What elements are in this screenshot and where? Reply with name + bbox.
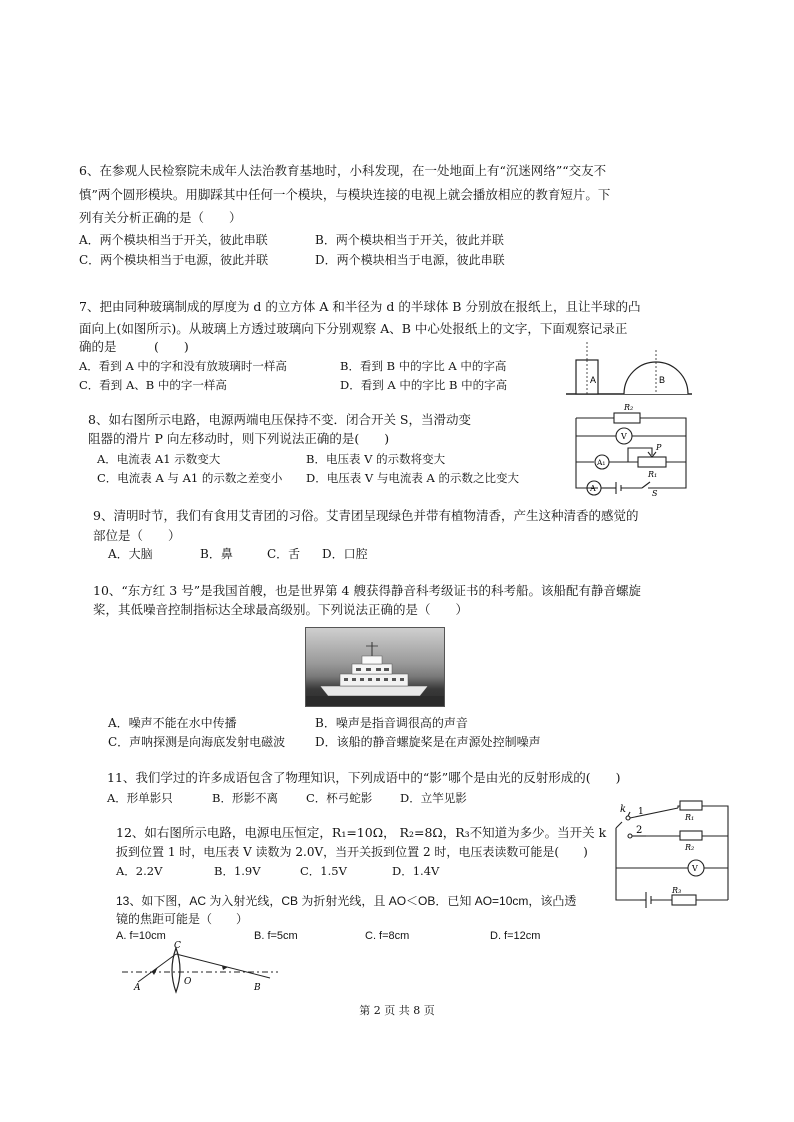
q12-label-r2: R₂ — [685, 843, 695, 852]
q7-option-c: C．看到 A、B 中的字一样高 — [79, 378, 227, 392]
q12-label-k: k — [620, 804, 627, 815]
ship-photo — [305, 627, 445, 707]
q8-stem-line-2: 阻器的滑片 P 向左移动时，则下列说法正确的是( ) — [88, 431, 390, 446]
q12-option-d: D．1.4V — [392, 864, 440, 878]
q11-option-c: C．杯弓蛇影 — [306, 791, 373, 805]
q7-option-d: D．看到 A 中的字比 B 中的字高 — [340, 378, 508, 392]
q8-option-a: A．电流表 A1 示数变大 — [97, 452, 221, 466]
q9-stem-line-2: 部位是（ ） — [93, 528, 181, 543]
q10-stem-line-1: 10、“东方红 3 号”是我国首艘，也是世界第 4 艘获得静音科考级证书的科考船。该船配有静音螺旋 — [93, 583, 641, 598]
q13-label-o: O — [184, 977, 192, 987]
q7-stem-line-2: 面向上(如图所示)。从玻璃上方透过玻璃向下分别观察 A、B 中心处报纸上的文字，下面观察记录正 — [79, 321, 628, 336]
q13-option-c: C. f=8cm — [365, 930, 410, 942]
q8-label-p: P — [656, 443, 662, 452]
q12-label-1: 1 — [638, 807, 644, 817]
q9-option-d: D．口腔 — [322, 547, 368, 561]
q13-label-b: B — [254, 983, 261, 993]
page-footer: 第 2 页 共 8 页 — [359, 1004, 435, 1017]
q7-stem-line-3: 确的是 ( ) — [79, 339, 189, 354]
q8-option-b: B．电压表 V 的示数将变大 — [306, 452, 446, 466]
q9-option-b: B．鼻 — [200, 547, 233, 561]
q10-option-d: D．该船的静音螺旋桨是在声源处控制噪声 — [315, 735, 541, 749]
q8-circuit-diagram — [568, 400, 696, 496]
q8-stem-line-1: 8、如右图所示电路，电源两端电压保持不变．闭合开关 S，当滑动变 — [88, 412, 471, 427]
q12-stem-line-2: 扳到位置 1 时，电压表 V 读数为 2.0V，当开关扳到位置 2 时，电压表读数可能是( ) — [116, 845, 588, 859]
q6-stem-line-2: 慎”两个圆形模块。用脚踩其中任何一个模块，与模块连接的电视上就会播放相应的教育短片。下 — [79, 187, 611, 202]
q12-label-2: 2 — [636, 825, 643, 836]
q10-option-c: C．声呐探测是向海底发射电磁波 — [108, 735, 286, 749]
q13-option-b: B. f=5cm — [254, 930, 298, 942]
q12-option-c: C．1.5V — [300, 864, 347, 878]
q7-option-a: A．看到 A 中的字和没有放玻璃时一样高 — [79, 359, 287, 373]
q8-label-a1: A₁ — [597, 458, 606, 467]
q13-label-c: C — [174, 941, 181, 951]
q12-label-r3: R₃ — [672, 886, 682, 895]
q8-option-d: D．电压表 V 与电流表 A 的示数之比变大 — [306, 471, 519, 485]
q6-option-a: A．两个模块相当于开关，彼此串联 — [79, 233, 268, 247]
q8-option-c: C．电流表 A 与 A1 的示数之差变小 — [97, 471, 283, 485]
q6-option-b: B．两个模块相当于开关，彼此并联 — [315, 233, 504, 247]
q9-option-a: A．大脑 — [108, 547, 153, 561]
q7-glass-diagram — [566, 340, 696, 402]
q9-stem-line-1: 9、清明时节，我们有食用艾青团的习俗。艾青团呈现绿色并带有植物清香，产生这种清香的感觉的 — [93, 508, 639, 523]
q13-stem-line-2: 镜的焦距可能是（ ） — [116, 912, 249, 926]
q12-label-r1: R₁ — [685, 813, 695, 822]
q13-lens-diagram — [118, 942, 282, 994]
q8-label-s: S — [652, 489, 658, 498]
q7-stem-line-1: 7、把由同种玻璃制成的厚度为 d 的立方体 A 和半径为 d 的半球体 B 分别放在报纸上，且让半球的凸 — [79, 299, 641, 314]
q11-option-a: A．形单影只 — [107, 791, 173, 805]
q6-stem-line-3: 列有关分析正确的是（ ） — [79, 210, 242, 225]
q13-option-a: A. f=10cm — [116, 930, 166, 942]
q11-option-d: D．立竿见影 — [400, 791, 467, 805]
q9-option-c: C．舌 — [267, 547, 301, 561]
q6-option-d: D．两个模块相当于电源，彼此串联 — [315, 253, 505, 267]
q12-option-b: B．1.9V — [214, 864, 261, 878]
q8-label-r2: R₂ — [624, 403, 634, 412]
q10-option-b: B．噪声是指音调很高的声音 — [315, 716, 468, 730]
q7-option-b: B．看到 B 中的字比 A 中的字高 — [340, 359, 507, 373]
q10-option-a: A．噪声不能在水中传播 — [108, 716, 237, 730]
q10-stem-line-2: 桨，其低噪音控制指标达全球最高级别。下列说法正确的是（ ） — [93, 602, 469, 617]
q8-label-r1: R₁ — [648, 470, 658, 479]
q12-option-a: A．2.2V — [116, 864, 163, 878]
q11-option-b: B．形影不离 — [212, 791, 278, 805]
q6-stem-line-1: 6、在参观人民检察院未成年人法治教育基地时，小科发现，在一处地面上有“沉迷网络”“交友不 — [79, 163, 607, 178]
q7-label-b: B — [659, 375, 666, 385]
q13-label-a: A — [134, 983, 141, 993]
q12-circuit-diagram — [610, 798, 736, 910]
q6-option-c: C．两个模块相当于电源，彼此并联 — [79, 253, 269, 267]
q13-option-d: D. f=12cm — [490, 930, 541, 942]
q11-stem-line-1: 11、我们学过的许多成语包含了物理知识，下列成语中的“影”哪个是由光的反射形成的( ) — [107, 770, 621, 785]
q8-label-v: V — [621, 432, 627, 441]
q7-label-a: A — [590, 375, 597, 385]
q12-stem-line-1: 12、如右图所示电路，电源电压恒定，R₁=10Ω， R₂=8Ω，R₃不知道为多少。当开关 k — [116, 825, 607, 840]
q13-stem-line-1: 13、如下图，AC 为入射光线，CB 为折射光线，且 AO＜OB．已知 AO=10cm，该凸透 — [116, 894, 577, 908]
q12-label-v: V — [692, 864, 698, 873]
q8-label-a: A — [590, 484, 596, 493]
